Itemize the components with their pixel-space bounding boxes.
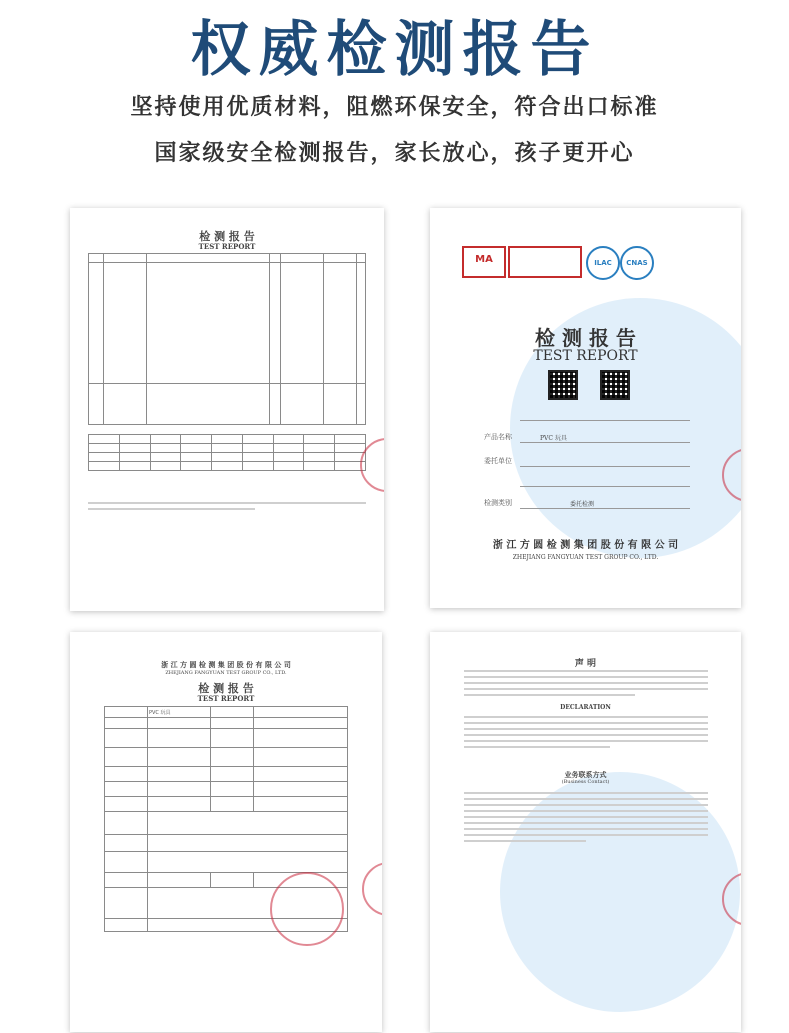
report-page-results — [70, 208, 384, 611]
method-value: 委托检测 — [570, 501, 595, 508]
cal-logo — [508, 246, 582, 278]
red-seal-stamp — [362, 862, 382, 916]
contact-heading-cn: 业务联系方式 — [564, 770, 607, 779]
field-line — [520, 420, 690, 421]
report-heading-en: TEST REPORT — [198, 242, 256, 251]
company-name-cn: 浙 江 方 圆 检 测 集 团 股 份 有 限 公 司 — [492, 540, 679, 551]
field-line — [520, 466, 690, 467]
footer-lines — [88, 498, 366, 514]
values-table — [88, 434, 366, 471]
product-label: 产品名称 — [484, 433, 512, 441]
qr-code-icon — [548, 370, 578, 400]
results-table — [88, 253, 366, 425]
subtitle-materials: 坚持使用优质材料，阻燃环保安全，符合出口标准 — [130, 95, 659, 120]
cover-heading-cn: 检 测 报 告 — [535, 326, 636, 350]
declaration-text-en — [464, 712, 708, 752]
cnas-logo: CNAS — [620, 246, 654, 280]
info-product-cell: PVC 玩具 — [148, 707, 211, 718]
page-title: 权威检测报告 — [190, 15, 599, 85]
client-label: 委托单位 — [484, 457, 512, 465]
subtitle-safety: 国家级安全检测报告，家长放心，孩子更开心 — [154, 141, 635, 166]
ilac-mra-logo: ILAC — [586, 246, 620, 280]
product-value: PVC 玩具 — [540, 435, 567, 442]
declaration-heading-en: DECLARATION — [560, 704, 611, 711]
report-heading-cn: 检 测 报 告 — [199, 230, 255, 243]
report-info-page — [70, 632, 382, 1032]
field-line — [520, 508, 690, 509]
qr-code-icon — [600, 370, 630, 400]
cover-heading-en: TEST REPORT — [533, 348, 638, 364]
info-company-cn: 浙 江 方 圆 检 测 集 团 股 份 有 限 公 司 — [161, 660, 291, 669]
cma-logo: MA — [462, 246, 506, 278]
info-company-en: ZHEJIANG FANGYUAN TEST GROUP CO., LTD. — [165, 670, 287, 676]
red-seal-stamp — [270, 872, 344, 946]
info-heading-en: TEST REPORT — [197, 694, 255, 703]
report-declaration-page — [430, 632, 741, 1032]
field-line — [520, 486, 690, 487]
contact-text — [464, 788, 708, 846]
declaration-text-cn — [464, 666, 708, 700]
company-name-en: ZHEJIANG FANGYUAN TEST GROUP CO., LTD. — [512, 554, 659, 561]
contact-heading-en: (Business Contact) — [561, 779, 610, 785]
declaration-heading-cn: 声 明 — [574, 659, 597, 669]
method-label: 检测类别 — [484, 499, 512, 507]
info-heading-cn: 检 测 报 告 — [198, 682, 254, 695]
report-cover-page — [430, 208, 741, 608]
field-line — [520, 442, 690, 443]
